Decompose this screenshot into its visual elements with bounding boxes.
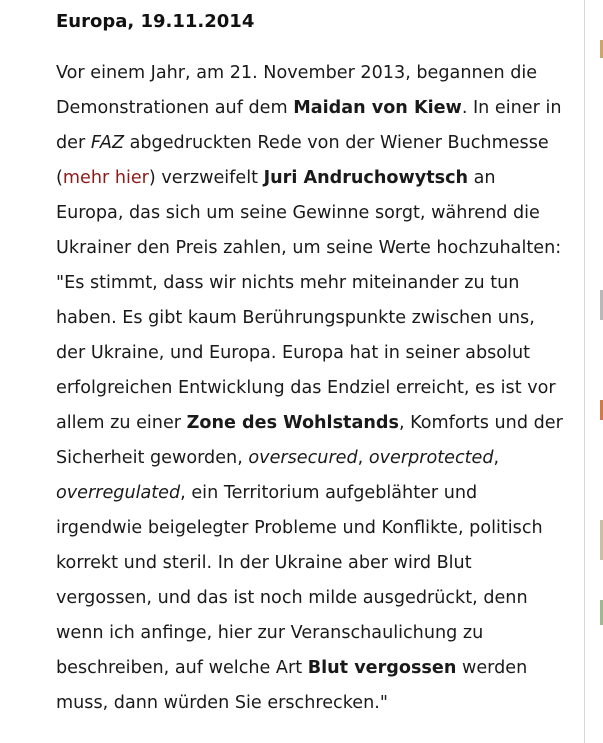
bold-term: Juri Andruchowytsch: [263, 168, 469, 188]
text-run: ,: [357, 448, 369, 468]
text-run: . In einer in: [461, 98, 562, 118]
text-line: [56, 651, 584, 686]
text-run: , ein Territorium aufgeblähter und: [180, 483, 478, 503]
italic-term: oversecured: [248, 448, 358, 468]
text-line: [56, 441, 584, 476]
text-run: werden: [456, 658, 528, 678]
text-run: haben. Es gibt kaum Berührungspunkte zwischen uns,: [56, 308, 535, 328]
text-line: [56, 686, 584, 721]
text-line: [56, 616, 584, 651]
text-run: allem zu einer: [56, 413, 187, 433]
text-line: [56, 371, 584, 406]
text-run: der Ukraine, und Europa. Europa hat in seiner absolut: [56, 343, 530, 363]
text-run: irgendwie beigelegter Probleme und Konflikte, politisch: [56, 518, 543, 538]
text-run: beschreiben, auf welche Art: [56, 658, 308, 678]
text-run: ,: [493, 448, 500, 468]
text-run: Demonstrationen auf dem: [56, 98, 294, 118]
text-run: korrekt und steril. In der Ukraine aber wird Blut: [56, 553, 472, 573]
text-line: [56, 56, 584, 91]
text-line: [56, 336, 584, 371]
text-run: an: [468, 168, 496, 188]
right-edge-panel: [584, 0, 603, 743]
italic-term: overprotected: [368, 448, 494, 468]
text-run: erfolgreichen Entwicklung das Endziel erreicht, es ist vor: [56, 378, 556, 398]
text-run: muss, dann würden Sie erschrecken.": [56, 693, 388, 713]
article-body: [56, 56, 584, 721]
article: [56, 10, 584, 721]
text-line: [56, 581, 584, 616]
text-line: [56, 511, 584, 546]
text-line: [56, 546, 584, 581]
text-line: [56, 406, 584, 441]
italic-term: overregulated: [56, 483, 181, 503]
text-line: [56, 196, 584, 231]
text-line: [56, 126, 584, 161]
text-run: Ukrainer den Preis zahlen, um seine Werte hochzuhalten:: [56, 238, 562, 258]
text-line: [56, 161, 584, 196]
text-run: abgedruckten Rede von der Wiener Buchmesse: [124, 133, 549, 153]
text-line: [56, 91, 584, 126]
text-run: (: [56, 168, 63, 188]
article-headline: Europa, 19.11.2014: [56, 11, 255, 32]
bold-term: Zone des Wohlstands: [186, 413, 399, 433]
text-run: ) verzweifelt: [148, 168, 264, 188]
text-run: vergossen, und das ist noch milde ausgedrückt, denn: [56, 588, 528, 608]
text-line: [56, 231, 584, 266]
text-run: der: [56, 133, 91, 153]
text-run: wenn ich anfinge, hier zur Veranschaulichung zu: [56, 623, 484, 643]
bold-term: Maidan von Kiew: [293, 98, 462, 118]
text-run: Vor einem Jahr, am 21. November 2013, begannen die: [56, 63, 538, 83]
text-line: [56, 266, 584, 301]
bold-term: Blut vergossen: [307, 658, 457, 678]
text-run: Sicherheit geworden,: [56, 448, 249, 468]
text-run: "Es stimmt, dass wir nichts mehr miteinander zu tun: [56, 273, 520, 293]
text-run: , Komforts und der: [398, 413, 563, 433]
more-link[interactable]: mehr hier: [62, 168, 149, 188]
text-line: [56, 301, 584, 336]
italic-term: FAZ: [90, 133, 125, 153]
text-line: [56, 476, 584, 511]
text-run: Europa, das sich um seine Gewinne sorgt, während die: [56, 203, 540, 223]
